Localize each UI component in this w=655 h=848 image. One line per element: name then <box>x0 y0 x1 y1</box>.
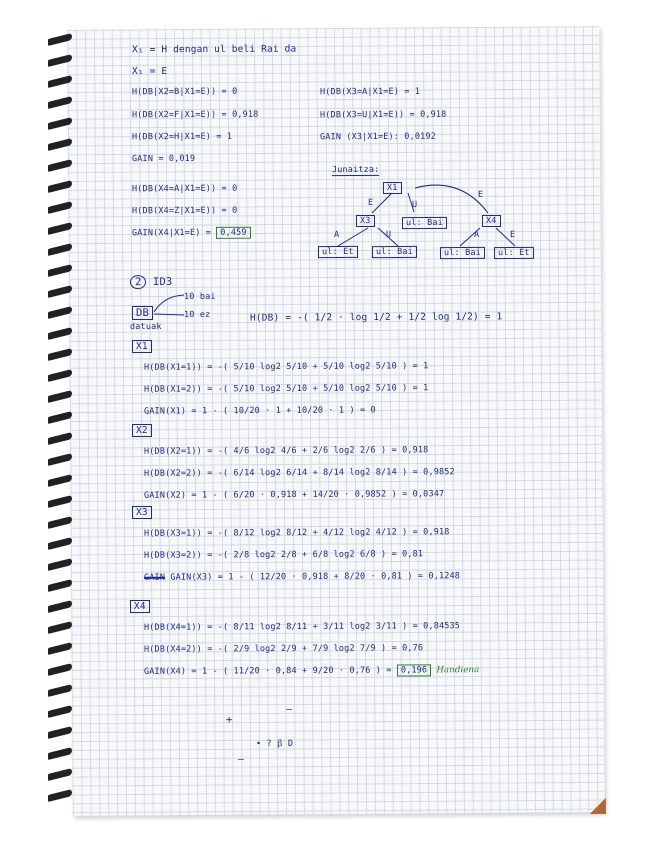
x2-gain: GAIN(X2) = 1 - ( 6/20 · 0,918 + 14/20 · 0,9852 ) = 0,0347 <box>143 489 445 501</box>
x4-note: Handiena <box>436 665 480 676</box>
spiral-ring <box>48 516 72 529</box>
spiral-ring <box>48 159 72 172</box>
x4-h-2: H(DB(X4=2)) = -( 2/9 log2 2/9 + 7/9 log2 7/9 ) = 0,76 <box>143 643 424 655</box>
line-h-x2-f: H(DB(X2=F|X1=E)) = 0,918 <box>131 109 259 121</box>
spiral-ring <box>48 96 72 109</box>
spiral-ring <box>48 747 72 760</box>
tree-node-x3: X3 <box>356 215 375 227</box>
spiral-ring <box>48 75 72 88</box>
db-box: DB <box>132 306 153 320</box>
spiral-ring <box>48 222 72 235</box>
spiral-ring <box>48 600 72 613</box>
line-x1-h: X₁ = H dengan ul beli Rai da <box>131 43 297 56</box>
line-h-x3-a: H(DB(X3=A|X1=E) = 1 <box>319 86 421 98</box>
line-gain: GAIN = 0,019 <box>131 153 196 165</box>
line-h-x2-h: H(DB(X2=H|X1=E) = 1 <box>131 131 233 143</box>
x1-h-2: H(DB(X1=2)) = -( 5/10 log2 5/10 + 5/10 log2 5/10 ) = 1 <box>143 383 429 395</box>
spiral-ring <box>48 474 72 487</box>
tree-edge-label: E <box>477 189 484 201</box>
x4-gain-result: 0,196 <box>397 664 431 676</box>
tree-leaf: ul: Bai <box>372 246 417 258</box>
x1-h-1: H(DB(X1=1)) = -( 5/10 log2 5/10 + 5/10 log2 5/10 ) = 1 <box>143 361 429 373</box>
spiral-ring <box>48 789 72 802</box>
tree-edge-label: E <box>367 197 374 209</box>
x3-h-1: H(DB(X3=1)) = -( 8/12 log2 8/12 + 4/12 log2 4/12 ) = 0,918 <box>143 527 450 539</box>
spiral-ring <box>48 264 72 277</box>
spiral-ring <box>48 285 72 298</box>
gain-x4-result: 0,459 <box>216 227 250 239</box>
spiral-ring <box>48 642 72 655</box>
spiral-ring <box>48 138 72 151</box>
x3-title: X3 <box>132 506 152 519</box>
tree-edge-label: U <box>411 199 418 211</box>
tree-leaf-mid: ul: Bai <box>402 217 447 229</box>
spiral-ring <box>48 411 72 424</box>
tree-leaf: ul: Et <box>494 247 534 259</box>
spiral-ring <box>48 243 72 256</box>
tree-leaf: ul: Bai <box>440 247 485 259</box>
spiral-ring <box>48 117 72 130</box>
tree-leaf: ul: Et <box>318 246 358 258</box>
line-x1-e: X₁ = E <box>131 65 168 78</box>
tree-edge <box>338 228 368 246</box>
spiral-binding <box>48 36 76 816</box>
spiral-ring <box>48 348 72 361</box>
x2-title: X2 <box>132 424 152 437</box>
tree-root: X1 <box>383 182 402 194</box>
x3-gain-line <box>144 571 460 583</box>
section-number: 2 <box>130 275 147 289</box>
spiral-ring <box>48 54 72 67</box>
x3-h-2: H(DB(X3=2)) = -( 2/8 log2 2/8 + 6/8 log2 6/8 ) = 0,81 <box>143 549 424 561</box>
spiral-ring <box>48 768 72 781</box>
spiral-ring <box>48 495 72 508</box>
branch-ez: 10 ez <box>183 309 211 321</box>
tree-edge-label: A <box>473 229 480 241</box>
line-h-x4-a: H(DB(X4=A|X1=E)) = 0 <box>131 183 238 195</box>
spiral-ring <box>48 579 72 592</box>
x3-gain: GAIN(X3) = 1 - ( 12/20 · 0,918 + 8/20 · 0,81 ) = 0,1248 <box>170 571 461 583</box>
spiral-ring <box>48 306 72 319</box>
spiral-ring <box>48 369 72 382</box>
x2-h-1: H(DB(X2=1)) = -( 4/6 log2 4/6 + 2/6 log2 2/6 ) = 0,918 <box>143 445 429 457</box>
x3-struck-word: GAIN <box>143 572 166 583</box>
spiral-ring <box>48 201 72 214</box>
x4-gain: GAIN(X4) = 1 - ( 11/20 · 0,84 + 9/20 · 0,76 ) = <box>143 665 397 677</box>
tree-edge-label: U <box>385 229 392 241</box>
x4-title: X4 <box>130 600 150 613</box>
h-db-formula: H(DB) = -( 1/2 · log 1/2 + 1/2 log 1/2) = 1 <box>249 311 503 324</box>
spiral-ring <box>48 558 72 571</box>
doodle-plus: + <box>225 713 233 727</box>
x4-h-1: H(DB(X4=1)) = -( 8/11 log2 8/11 + 3/11 log2 3/11 ) = 0,84535 <box>143 621 461 633</box>
spiral-ring <box>48 663 72 676</box>
section-2-heading <box>130 276 172 288</box>
page-corner <box>590 798 606 814</box>
line-h-x3-u: H(DB(X3=U|X1=E)) = 0,918 <box>319 109 447 121</box>
spiral-ring <box>48 453 72 466</box>
spiral-ring <box>48 432 72 445</box>
spiral-ring <box>48 726 72 739</box>
branch-bai: 10 bai <box>183 291 216 303</box>
doodle-dash: — <box>237 753 244 766</box>
line-h-x4-z: H(DB(X4=Z|X1=E)) = 0 <box>131 205 238 217</box>
spiral-ring <box>48 327 72 340</box>
gain-x4-label: GAIN(X4|X1=E) = <box>131 227 217 239</box>
tree-title: Junaitza: <box>331 164 380 176</box>
tree-edge-label: A <box>333 229 340 241</box>
spiral-ring <box>48 390 72 403</box>
x2-h-2: H(DB(X2=2)) = -( 6/14 log2 6/14 + 8/14 log2 8/14 ) = 0,9852 <box>143 467 455 479</box>
decision-tree <box>310 158 550 258</box>
section-label: ID3 <box>152 275 173 288</box>
spiral-ring <box>48 621 72 634</box>
branch-line <box>154 314 184 315</box>
x1-title: X1 <box>132 340 152 353</box>
spiral-ring <box>48 180 72 193</box>
doodle-symbols: • ? ꞵ D <box>255 738 294 750</box>
tree-node-x4: X4 <box>482 215 501 227</box>
db-sublabel: datuak <box>129 321 162 333</box>
tree-edge <box>372 193 392 213</box>
spiral-ring <box>48 33 72 46</box>
spiral-ring <box>48 705 72 718</box>
branch-line <box>154 295 184 312</box>
doodle-dash: — <box>285 703 292 716</box>
x1-gain: GAIN(X1) = 1 - ( 10/20 · 1 + 10/20 · 1 ) = 0 <box>143 405 376 417</box>
notebook-page <box>67 26 604 816</box>
line-gain-x3: GAIN (X3|X1=E): 0,0192 <box>319 131 436 143</box>
spiral-ring <box>48 537 72 550</box>
spiral-ring <box>48 684 72 697</box>
line-h-x2-b: H(DB|X2=B|X1=E)) = 0 <box>131 86 238 98</box>
tree-edge-label: E <box>509 229 516 241</box>
x4-gain-line <box>144 665 479 677</box>
line-gain-x4 <box>132 228 251 239</box>
